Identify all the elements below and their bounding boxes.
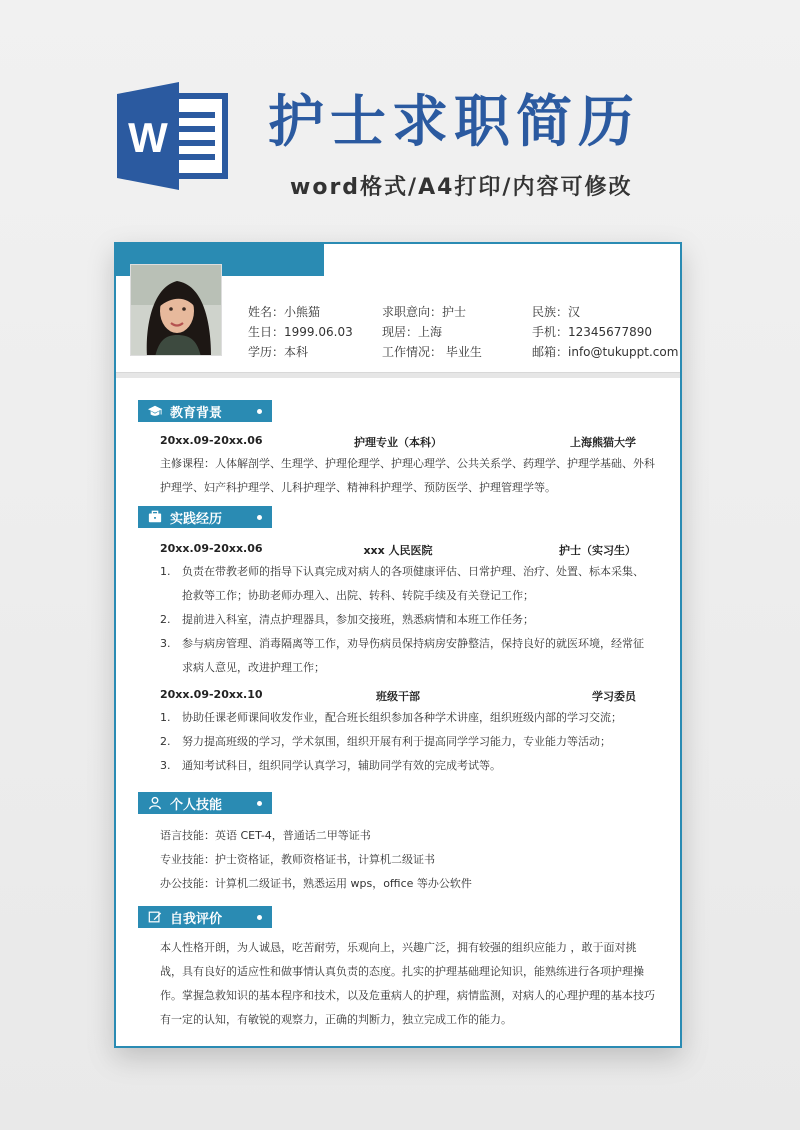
edit-icon (148, 910, 162, 924)
profile-phone: 手机：12345677890 (532, 325, 652, 339)
evaluation-text: 本人性格开朗，为人诚恳，吃苦耐劳，乐观向上，兴趣广泛，拥有较强的组织应能力 ，敢于面对挑战，具有良好的适应性和做事情认真负责的态度。扎实的护理基础理论知识，能熟练进行各项护理操作。掌握急救知识的基本程序和技术，以及危重病人的护理，病情监测，对病人的心理护理的基本技巧有一定的认知，有敏锐的观察力，正确的判断力，独立完成工作的能力。 (160, 941, 655, 1026)
briefcase-icon (148, 510, 162, 524)
section-dot (257, 801, 262, 806)
profile-ethnicity: 民族：汉 (532, 305, 581, 319)
list-item: 1. 协助任课老师课间收发作业，配合班长组织参加各种学术讲座，组织班级内部的学习交流； (160, 711, 622, 724)
profile-col-2 (382, 302, 482, 362)
resume-sheet (114, 242, 682, 1048)
profile-work-status: 工作情况： 毕业生 (382, 345, 482, 359)
section-education-title: 教育背景 (170, 405, 223, 421)
list-item: 3. 通知考试科目，组织同学认真学习，辅助同学有效的完成考试等。 (160, 759, 501, 772)
section-dot (257, 409, 262, 414)
job-2-duties (160, 706, 650, 778)
section-dot (257, 515, 262, 520)
job-2-period: 20xx.09-20xx.10 (160, 688, 263, 701)
page-title: 护士求职简历 (268, 90, 640, 155)
section-skills-heading (138, 792, 272, 814)
job-2-org: 班级干部 (376, 690, 420, 703)
job-1-org: xxx 人民医院 (363, 544, 433, 557)
list-item: 2. 努力提高班级的学习，学术氛围，组织开展有利于提高同学学习能力，专业能力等活动； (160, 735, 611, 748)
education-courses: 主修课程：人体解剖学、生理学、护理伦理学、护理心理学、公共关系学、药理学、护理学基础、外科护理学、妇产科护理学、儿科护理学、精神科护理学、预防医学、护理管理学等。 (160, 457, 655, 494)
profile-objective: 求职意向：护士 (382, 305, 467, 319)
skill-professional: 专业技能：护士资格证，教师资格证书，计算机二级证书 (160, 853, 435, 866)
list-item: 3. 参与病房管理、消毒隔离等工作，劝导伤病员保持病房安静整洁，保持良好的就医环境，经常征求病人意见，改进护理工作； (160, 637, 644, 674)
skill-language: 语言技能：英语 CET-4，普通话二甲等证书 (160, 829, 371, 842)
education-major: 护理专业（本科） (354, 436, 442, 449)
section-evaluation-heading (138, 906, 272, 928)
job-1-period: 20xx.09-20xx.06 (160, 542, 263, 555)
job-2-role: 学习委员 (592, 690, 636, 703)
education-school: 上海熊猫大学 (570, 436, 636, 449)
profile-col-1 (248, 302, 353, 362)
profile-col-3 (532, 302, 678, 362)
word-logo-icon (117, 82, 229, 190)
section-dot (257, 915, 262, 920)
profile-residence: 现居：上海 (382, 325, 443, 339)
section-practice-title: 实践经历 (170, 511, 223, 527)
profile-name: 姓名：小熊猫 (248, 305, 321, 319)
job-1-role: 护士（实习生） (559, 544, 636, 557)
page-subtitle: word格式/A4打印/内容可修改 (290, 175, 633, 200)
section-education-heading (138, 400, 272, 422)
profile-birthday: 生日：1999.06.03 (248, 325, 353, 339)
job-1-duties (160, 560, 650, 680)
profile-email: 邮箱：info@tukuppt.com (532, 345, 679, 359)
user-icon (148, 796, 162, 810)
header-divider (116, 372, 680, 378)
education-period: 20xx.09-20xx.06 (160, 434, 263, 447)
section-skills-title: 个人技能 (170, 797, 223, 813)
list-item: 2. 提前进入科室，清点护理器具，参加交接班，熟悉病情和本班工作任务； (160, 613, 534, 626)
profile-education: 学历：本科 (248, 345, 309, 359)
profile-photo (130, 264, 222, 356)
skill-office: 办公技能：计算机二级证书，熟悉运用 wps，office 等办公软件 (160, 877, 472, 890)
section-practice-heading (138, 506, 272, 528)
list-item: 1. 负责在带教老师的指导下认真完成对病人的各项健康评估、日常护理、治疗、处置、标本采集、抢救等工作；协助老师办理入、出院、转科、转院手续及有关登记工作； (160, 565, 644, 602)
word-logo-letter: W (128, 114, 168, 161)
section-evaluation-title: 自我评价 (170, 911, 223, 927)
graduation-cap-icon (148, 404, 162, 418)
